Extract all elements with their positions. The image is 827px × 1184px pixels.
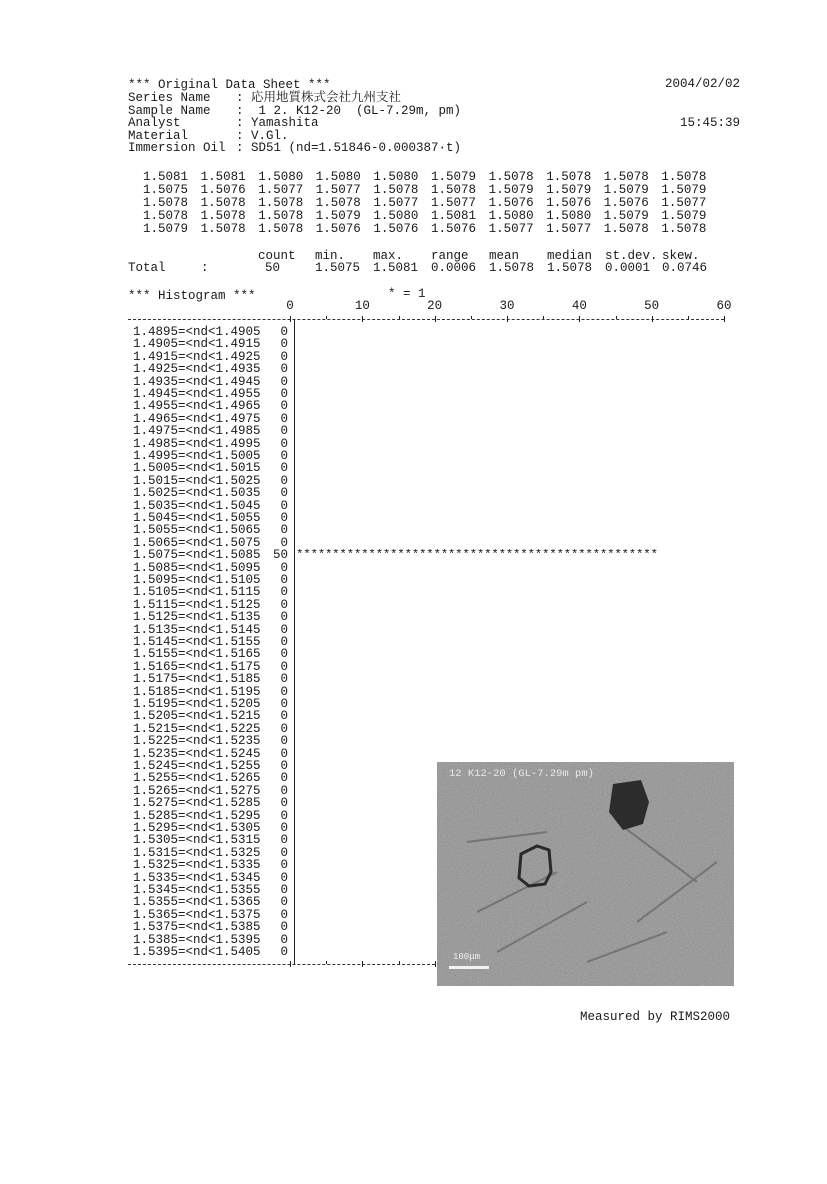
bin-count: 0 (280, 560, 288, 575)
histogram-bin-row (133, 549, 733, 561)
axis-major-tick (290, 316, 291, 322)
stats-header: mean (489, 249, 520, 263)
data-cell: 1.5077 (258, 183, 304, 197)
histogram-bin-row (133, 673, 733, 685)
axis-minor-tick (399, 961, 400, 964)
axis-tick-label: 40 (571, 299, 587, 313)
bin-range-label: 1.5105=<nd<1.5115 (133, 585, 261, 600)
stats-header: skew. (662, 249, 700, 263)
bin-count: 0 (280, 635, 288, 649)
bin-range-label: 1.5065=<nd<1.5075 (133, 535, 261, 550)
bin-count: 0 (280, 821, 288, 835)
histogram-bin-row (133, 748, 733, 760)
histogram-bin-row (133, 388, 733, 400)
bin-range-label: 1.5245=<nd<1.5255 (133, 759, 261, 773)
bin-range-label: 1.5315=<nd<1.5325 (133, 845, 261, 860)
data-cell: 1.5079 (546, 183, 592, 197)
bin-range-label: 1.4965=<nd<1.4975 (133, 411, 261, 426)
bin-count: 0 (280, 945, 288, 959)
data-cell: 1.5081 (143, 170, 189, 184)
axis-minor-tick (326, 316, 327, 319)
histogram-bin-row (133, 413, 733, 425)
bin-count: 0 (280, 659, 288, 674)
axis-minor-tick (616, 316, 617, 319)
bin-count: 0 (280, 374, 288, 389)
histogram-bin-row (133, 338, 733, 350)
data-cell: 1.5080 (373, 209, 419, 223)
data-cell: 1.5078 (546, 170, 592, 184)
axis-major-tick (435, 316, 436, 322)
stats-value: 50 (265, 261, 281, 275)
stats-header: range (431, 249, 469, 263)
header-colon: : (236, 103, 244, 118)
axis-minor-tick (326, 961, 327, 964)
header-label: Immersion Oil (128, 141, 226, 155)
data-cell: 1.5080 (546, 209, 592, 223)
bin-count: 0 (280, 721, 288, 736)
histogram-bin-row (133, 735, 733, 747)
data-cell: 1.5079 (603, 183, 649, 197)
histogram-bin-row (133, 400, 733, 412)
axis-major-tick (362, 961, 363, 967)
bin-count: 0 (280, 573, 288, 587)
header-label: Analyst (128, 116, 226, 130)
bin-range-label: 1.5325=<nd<1.5335 (133, 858, 261, 873)
data-cell: 1.5079 (603, 209, 649, 223)
histogram-bin-row (133, 648, 733, 660)
data-cell: 1.5078 (258, 196, 304, 210)
histogram-title: *** Histogram *** (128, 289, 256, 303)
bin-count: 0 (280, 424, 288, 439)
bin-range-label: 1.5265=<nd<1.5275 (133, 783, 261, 798)
bin-range-label: 1.5305=<nd<1.5315 (133, 833, 261, 848)
header-colon: : (236, 128, 244, 143)
data-cell: 1.5076 (603, 196, 649, 210)
data-cell: 1.5081 (200, 170, 246, 184)
histogram-bin-row (133, 661, 733, 673)
header-colon: : (236, 116, 244, 130)
data-cell: 1.5076 (200, 183, 246, 197)
data-cell: 1.5077 (315, 183, 361, 197)
bin-count: 0 (280, 387, 288, 401)
axis-minor-tick (688, 316, 689, 319)
histogram-legend: * = 1 (388, 287, 426, 301)
data-cell: 1.5078 (143, 209, 189, 223)
histogram-bin-row (133, 524, 733, 536)
bin-range-label: 1.5005=<nd<1.5015 (133, 461, 261, 476)
stats-row-sep: : (201, 261, 209, 275)
axis-major-tick (652, 316, 653, 322)
bin-range-label: 1.4955=<nd<1.4965 (133, 399, 261, 414)
scale-bar (449, 966, 489, 969)
bin-count: 0 (280, 870, 288, 885)
axis-tick-label: 10 (354, 299, 370, 313)
header-value: SD51 (nd=1.51846-0.000387·t) (251, 141, 462, 155)
histogram-bin-row (133, 512, 733, 524)
bin-count: 0 (280, 498, 288, 513)
bin-count: 0 (280, 585, 288, 600)
header-colon: : (236, 141, 244, 155)
bin-count: 0 (280, 808, 288, 823)
bin-range-label: 1.5275=<nd<1.5285 (133, 796, 261, 811)
data-cell: 1.5078 (661, 222, 707, 236)
axis-tick-label: 50 (644, 299, 660, 313)
bin-range-label: 1.5375=<nd<1.5385 (133, 920, 261, 935)
data-cell: 1.5078 (258, 222, 304, 236)
data-cell: 1.5077 (373, 196, 419, 210)
timestamp-date: 2004/02/02 (664, 77, 740, 91)
bin-range-label: 1.5335=<nd<1.5345 (133, 870, 261, 885)
data-cell: 1.5079 (661, 209, 707, 223)
histogram-bin-row (133, 710, 733, 722)
data-cell: 1.5077 (431, 196, 477, 210)
header-label: Series Name (128, 91, 226, 105)
histogram-bin-row (133, 500, 733, 512)
stats-header: min. (315, 249, 346, 263)
bin-range-label: 1.4975=<nd<1.4985 (133, 424, 261, 439)
data-cell: 1.5079 (488, 183, 534, 197)
histogram-bin-row (133, 537, 733, 549)
bin-range-label: 1.5235=<nd<1.5245 (133, 746, 261, 761)
data-cell: 1.5078 (661, 170, 707, 184)
data-cell: 1.5081 (431, 209, 477, 223)
stats-value: 1.5078 (547, 261, 593, 275)
header-value: V.Gl. (251, 128, 289, 143)
axis-minor-tick (399, 316, 400, 319)
axis-minor-tick (543, 316, 544, 319)
histogram-bin-row (133, 611, 733, 623)
bin-count: 0 (280, 883, 288, 897)
bin-count: 0 (280, 399, 288, 414)
bin-range-label: 1.5205=<nd<1.5215 (133, 709, 261, 724)
stats-header: median (547, 249, 593, 263)
bin-range-label: 1.5025=<nd<1.5035 (133, 486, 261, 501)
scale-label: 100μm (453, 952, 481, 962)
data-cell: 1.5080 (315, 170, 361, 184)
bin-range-label: 1.5365=<nd<1.5375 (133, 907, 261, 922)
bin-range-label: 1.5285=<nd<1.5295 (133, 808, 261, 823)
bin-range-label: 1.5035=<nd<1.5045 (133, 498, 261, 513)
bin-range-label: 1.5395=<nd<1.5405 (133, 945, 261, 959)
bin-count: 0 (280, 759, 288, 773)
bin-range-label: 1.5145=<nd<1.5155 (133, 635, 261, 649)
bin-count: 0 (280, 535, 288, 550)
axis-tick-label: 60 (716, 299, 732, 313)
timestamp-time: 15:45:39 (679, 116, 740, 130)
bin-count: 0 (280, 783, 288, 798)
data-cell: 1.5077 (661, 196, 707, 210)
data-cell: 1.5078 (603, 170, 649, 184)
data-cell: 1.5078 (200, 209, 246, 223)
bin-count: 0 (280, 449, 288, 463)
photo-caption: 12 K12-20 (GL-7.29m pm) (449, 768, 594, 780)
bin-range-label: 1.5165=<nd<1.5175 (133, 659, 261, 674)
footer-credit: Measured by RIMS2000 (579, 1010, 730, 1024)
bin-count: 0 (280, 337, 288, 352)
stats-header: count (258, 249, 296, 263)
data-cell: 1.5080 (258, 170, 304, 184)
stats-value: 1.5081 (373, 261, 419, 275)
header-label: Sample Name (128, 103, 226, 118)
histogram-top-rule (128, 319, 724, 320)
micrograph-image (437, 762, 734, 986)
bin-range-label: 1.4925=<nd<1.4935 (133, 362, 261, 377)
histogram-bin-row (133, 562, 733, 574)
stats-header: max. (373, 249, 404, 263)
header-colon: : (236, 91, 244, 105)
data-cell: 1.5076 (488, 196, 534, 210)
bin-bar: ************************************************** (296, 549, 658, 562)
bin-count: 0 (280, 647, 288, 662)
histogram-bin-row (133, 425, 733, 437)
bin-count: 0 (280, 734, 288, 749)
bin-count: 50 (272, 548, 288, 563)
bin-count: 0 (280, 833, 288, 848)
bin-count: 0 (280, 895, 288, 910)
axis-tick-label: 20 (427, 299, 443, 313)
bin-range-label: 1.5125=<nd<1.5135 (133, 610, 261, 625)
axis-tick-label: 0 (286, 299, 294, 313)
bin-count: 0 (280, 436, 288, 451)
bin-count: 0 (280, 473, 288, 488)
bin-count: 0 (280, 709, 288, 724)
bin-range-label: 1.5095=<nd<1.5105 (133, 573, 261, 587)
data-cell: 1.5078 (143, 196, 189, 210)
bin-count: 0 (280, 845, 288, 860)
bin-range-label: 1.5135=<nd<1.5145 (133, 622, 261, 637)
stats-value: 0.0006 (431, 261, 477, 275)
bin-count: 0 (280, 597, 288, 612)
stats-value: 1.5075 (315, 261, 361, 275)
histogram-bin-row (133, 586, 733, 598)
data-cell: 1.5076 (373, 222, 419, 236)
stats-value: 1.5078 (489, 261, 535, 275)
timestamp (665, 52, 740, 156)
bin-count: 0 (280, 486, 288, 501)
stats-header: st.dev. (605, 249, 658, 263)
data-cell: 1.5080 (488, 209, 534, 223)
bin-range-label: 1.5385=<nd<1.5395 (133, 932, 261, 947)
histogram-bin-row (133, 624, 733, 636)
data-cell: 1.5079 (315, 209, 361, 223)
bin-count: 0 (280, 907, 288, 922)
data-cell: 1.5079 (661, 183, 707, 197)
histogram-bin-row (133, 450, 733, 462)
bin-range-label: 1.5045=<nd<1.5055 (133, 511, 261, 525)
sheet-title: *** Original Data Sheet *** (128, 78, 331, 92)
data-cell: 1.5078 (603, 222, 649, 236)
data-cell: 1.5078 (258, 209, 304, 223)
bin-range-label: 1.4895=<nd<1.4905 (133, 325, 261, 339)
stats-value: 0.0001 (605, 261, 651, 275)
data-cell: 1.5076 (431, 222, 477, 236)
histogram-bin-row (133, 487, 733, 499)
header-value: Yamashita (251, 116, 319, 130)
bin-count: 0 (280, 349, 288, 364)
data-cell: 1.5079 (431, 170, 477, 184)
bin-count: 0 (280, 771, 288, 786)
bin-count: 0 (280, 932, 288, 947)
bin-count: 0 (280, 672, 288, 687)
bin-count: 0 (280, 411, 288, 426)
histogram-bin-row (133, 351, 733, 363)
header-label: Material (128, 128, 226, 143)
axis-major-tick (290, 961, 291, 967)
bin-range-label: 1.5185=<nd<1.5195 (133, 684, 261, 699)
data-cell: 1.5078 (200, 196, 246, 210)
axis-major-tick (435, 961, 436, 967)
histogram-bin-row (133, 686, 733, 698)
histogram-bin-row (133, 363, 733, 375)
data-cell: 1.5078 (200, 222, 246, 236)
data-cell: 1.5076 (546, 196, 592, 210)
bin-range-label: 1.5295=<nd<1.5305 (133, 821, 261, 835)
bin-count: 0 (280, 622, 288, 637)
bin-range-label: 1.4905=<nd<1.4915 (133, 337, 261, 352)
header-value: 1 2. K12-20 (GL-7.29m, pm) (251, 103, 462, 118)
bin-count: 0 (280, 461, 288, 476)
axis-major-tick (507, 316, 508, 322)
bin-range-label: 1.4995=<nd<1.5005 (133, 449, 261, 463)
data-cell: 1.5077 (488, 222, 534, 236)
bin-count: 0 (280, 511, 288, 525)
bin-range-label: 1.5215=<nd<1.5225 (133, 721, 261, 736)
bin-range-label: 1.5225=<nd<1.5235 (133, 734, 261, 749)
bin-range-label: 1.5175=<nd<1.5185 (133, 672, 261, 687)
histogram-bin-row (133, 698, 733, 710)
header-value: 応用地質株式会社九州支社 (251, 91, 402, 105)
bin-range-label: 1.5115=<nd<1.5125 (133, 597, 261, 612)
axis-major-tick (579, 316, 580, 322)
bin-range-label: 1.5055=<nd<1.5065 (133, 523, 261, 538)
bin-count: 0 (280, 523, 288, 538)
data-cell: 1.5078 (373, 183, 419, 197)
bin-count: 0 (280, 858, 288, 873)
histogram-bin-row (133, 574, 733, 586)
bin-range-label: 1.4985=<nd<1.4995 (133, 436, 261, 451)
axis-minor-tick (471, 316, 472, 319)
data-cell: 1.5080 (373, 170, 419, 184)
data-cell: 1.5078 (315, 196, 361, 210)
histogram-bin-row (133, 438, 733, 450)
bin-count: 0 (280, 325, 288, 339)
data-cell: 1.5078 (488, 170, 534, 184)
histogram-bin-row (133, 475, 733, 487)
histogram-bin-row (133, 462, 733, 474)
bin-range-label: 1.4945=<nd<1.4955 (133, 387, 261, 401)
axis-major-tick (362, 316, 363, 322)
axis-tick-label: 30 (499, 299, 515, 313)
stats-value: 0.0746 (662, 261, 708, 275)
bin-range-label: 1.4935=<nd<1.4945 (133, 374, 261, 389)
histogram-bin-row (133, 599, 733, 611)
bin-count: 0 (280, 684, 288, 699)
histogram-bin-row (133, 636, 733, 648)
data-cell: 1.5075 (143, 183, 189, 197)
bin-range-label: 1.5255=<nd<1.5265 (133, 771, 261, 786)
bin-range-label: 1.5155=<nd<1.5165 (133, 647, 261, 662)
bin-range-label: 1.5195=<nd<1.5205 (133, 697, 261, 711)
data-cell: 1.5078 (431, 183, 477, 197)
bin-count: 0 (280, 610, 288, 625)
bin-count: 0 (280, 697, 288, 711)
micrograph-photo (437, 762, 734, 986)
stats-row-label: Total (128, 261, 166, 275)
data-cell: 1.5079 (143, 222, 189, 236)
bin-range-label: 1.4915=<nd<1.4925 (133, 349, 261, 364)
bin-count: 0 (280, 362, 288, 377)
histogram-bin-row (133, 376, 733, 388)
data-cell: 1.5077 (546, 222, 592, 236)
axis-major-tick (724, 316, 725, 322)
bin-range-label: 1.5355=<nd<1.5365 (133, 895, 261, 910)
histogram-bin-row (133, 723, 733, 735)
bin-range-label: 1.5015=<nd<1.5025 (133, 473, 261, 488)
histogram-bin-row (133, 326, 733, 338)
bin-range-label: 1.5085=<nd<1.5095 (133, 560, 261, 575)
bin-count: 0 (280, 796, 288, 811)
bin-range-label: 1.5345=<nd<1.5355 (133, 883, 261, 897)
data-cell: 1.5076 (315, 222, 361, 236)
bin-range-label: 1.5075=<nd<1.5085 (133, 548, 261, 563)
bin-count: 0 (280, 746, 288, 761)
bin-count: 0 (280, 920, 288, 935)
